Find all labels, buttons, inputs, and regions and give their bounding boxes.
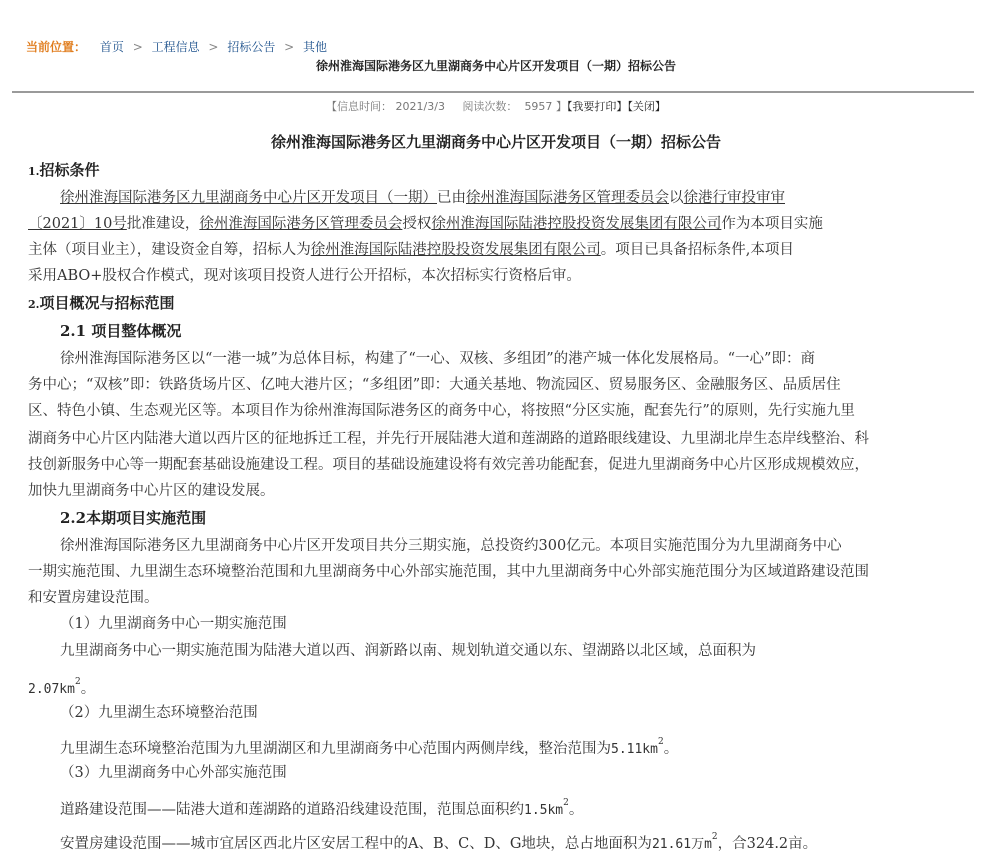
paragraph-line: 加快九里湖商务中心片区的建设发展。	[28, 483, 275, 499]
section-1-heading	[28, 160, 100, 182]
text: 安置房建设范围——城市宜居区西北片区安居工程中的A、B、C、D、G地块，总占地面积为	[60, 835, 652, 852]
views-count: 5957	[524, 100, 553, 113]
breadcrumb-separator: >	[208, 40, 219, 54]
text: 授权	[402, 216, 432, 232]
tenderer: 徐州淮海国际陆港控股投资发展集团有限公司	[310, 242, 601, 258]
paragraph-line: 一期实施范围、九里湖生态环境整治范围和九里湖商务中心外部实施范围，其中九里湖商务中心外部实施范围分为区域道路建设范围	[28, 564, 869, 580]
text: 。	[80, 680, 96, 697]
text: 主体（项目业主），建设资金自筹，招标人为	[28, 242, 311, 258]
breadcrumb-other-link[interactable]: 其他	[303, 40, 328, 54]
section-2-heading	[28, 293, 175, 315]
item-1-title: （1）九里湖商务中心一期实施范围	[60, 616, 287, 632]
area-value: 21.61万m	[651, 836, 712, 852]
s1-line-1	[60, 188, 785, 208]
superscript: 2	[74, 677, 81, 687]
text: 九里湖生态环境整治范围为九里湖湖区和九里湖商务中心范围内两侧岸线，整治范围为	[60, 740, 611, 757]
superscript: 2	[657, 737, 664, 747]
breadcrumb-engineering-link[interactable]: 工程信息	[151, 40, 200, 54]
text: ，合324.2亩。	[717, 835, 818, 852]
item-2-title: （2）九里湖生态环境整治范围	[60, 705, 258, 721]
item-3-housing	[60, 830, 817, 855]
project-name: 徐州淮海国际港务区九里湖商务中心片区开发项目（一期）	[60, 190, 437, 206]
section-number: 2.	[28, 298, 40, 311]
paragraph-line: 徐州淮海国际港务区以“一港一城”为总体目标，构建了“一心、双核、多组团”的港产城一体化发展格局。“一心”即：商	[60, 351, 815, 367]
text: 以	[669, 190, 684, 206]
area-value: 2.07km	[28, 681, 75, 697]
subsection-2-1-heading: 2.1 项目整体概况	[60, 322, 182, 340]
paragraph-line: 徐州淮海国际港务区九里湖商务中心片区开发项目共分三期实施，总投资约300亿元。本项目实施范围分为九里湖商务中心	[60, 538, 842, 554]
breadcrumb-tender-link[interactable]: 招标公告	[227, 40, 276, 54]
article-title: 徐州淮海国际港务区九里湖商务中心片区开发项目（一期）招标公告	[270, 133, 721, 151]
area-value: 5.11km	[611, 741, 658, 757]
info-date: 2021/3/3	[395, 100, 445, 113]
item-3-title: （3）九里湖商务中心外部实施范围	[60, 765, 287, 781]
section-title: 招标条件	[39, 161, 100, 179]
article-meta	[0, 98, 992, 114]
superscript: 2	[711, 832, 718, 842]
area-value: 1.5km	[524, 802, 564, 818]
paragraph-line: 湖商务中心片区内陆港大道以西片区的征地拆迁工程，并先行开展陆港大道和莲湖路的道路眼线建设、九里湖北岸生态岸线整治、科	[28, 431, 869, 447]
paragraph-line: 务中心；“双核”即：铁路货场片区、亿吨大港片区；“多组团”即：大通关基地、物流园区、贸易服务区、金融服务区、品质居住	[28, 377, 841, 393]
text: 批准建设，	[126, 216, 200, 232]
authorizing-authority: 徐州淮海国际港务区管理委员会	[199, 216, 403, 232]
approval-doc: 徐港行审投审审	[683, 190, 785, 206]
approving-authority: 徐州淮海国际港务区管理委员会	[466, 190, 669, 206]
print-button[interactable]: 【我要打印】	[566, 100, 628, 113]
paragraph-line: 区、特色小镇、生态观光区等。本项目作为徐州淮海国际港务区的商务中心，将按照“分区实施，配套先行”的原则，先行实施九里	[28, 403, 855, 419]
item-2-text	[60, 735, 678, 760]
text: 。	[663, 740, 679, 757]
views-end: 】	[555, 100, 567, 113]
text: 。项目已具备招标条件,本项目	[600, 242, 794, 258]
item-1-text: 九里湖商务中心一期实施范围为陆港大道以西、润新路以南、规划轨道交通以东、望湖路以北区域，总面积为	[60, 643, 756, 659]
subsection-2-2-heading: 2.2本期项目实施范围	[60, 509, 207, 527]
paragraph-line: 和安置房建设范围。	[28, 590, 159, 606]
text: 道路建设范围——陆港大道和莲湖路的道路沿线建设范围，范围总面积约	[60, 801, 524, 818]
item-3-road	[60, 796, 583, 821]
info-time-label: 【信息时间：	[326, 100, 393, 113]
close-button[interactable]: 【关闭】	[627, 100, 666, 113]
s1-line-3	[28, 240, 794, 260]
breadcrumb-home-link[interactable]: 首页	[99, 40, 124, 54]
breadcrumb-label: 当前位置：	[26, 40, 87, 54]
paragraph-line: 技创新服务中心等一期配套基础设施建设工程。项目的基础设施建设将有效完善功能配套，促进九里湖商务中心片区形成规模效应，	[28, 457, 869, 473]
item-1-area	[28, 675, 95, 700]
project-owner: 徐州淮海国际陆港控股投资发展集团有限公司	[431, 216, 722, 232]
s1-line-4: 采用ABO+股权合作模式，现对该项目投资人进行公开招标，本次招标实行资格后审。	[28, 268, 581, 284]
section-number: 1.	[28, 165, 40, 178]
views-label: 阅读次数：	[462, 100, 518, 113]
s1-line-2	[28, 214, 823, 234]
breadcrumb-separator: >	[284, 40, 295, 54]
text: 已由	[437, 190, 466, 206]
approval-number: 〔2021〕10号	[28, 216, 127, 232]
section-title: 项目概况与招标范围	[39, 294, 175, 312]
superscript: 2	[563, 798, 569, 808]
header-divider	[12, 91, 974, 93]
page-subtitle: 徐州淮海国际港务区九里湖商务中心片区开发项目（一期）招标公告	[315, 59, 676, 73]
text: 作为本项目实施	[721, 216, 823, 232]
breadcrumb-separator: >	[132, 40, 143, 54]
breadcrumb	[26, 38, 327, 55]
text: 。	[568, 801, 584, 818]
